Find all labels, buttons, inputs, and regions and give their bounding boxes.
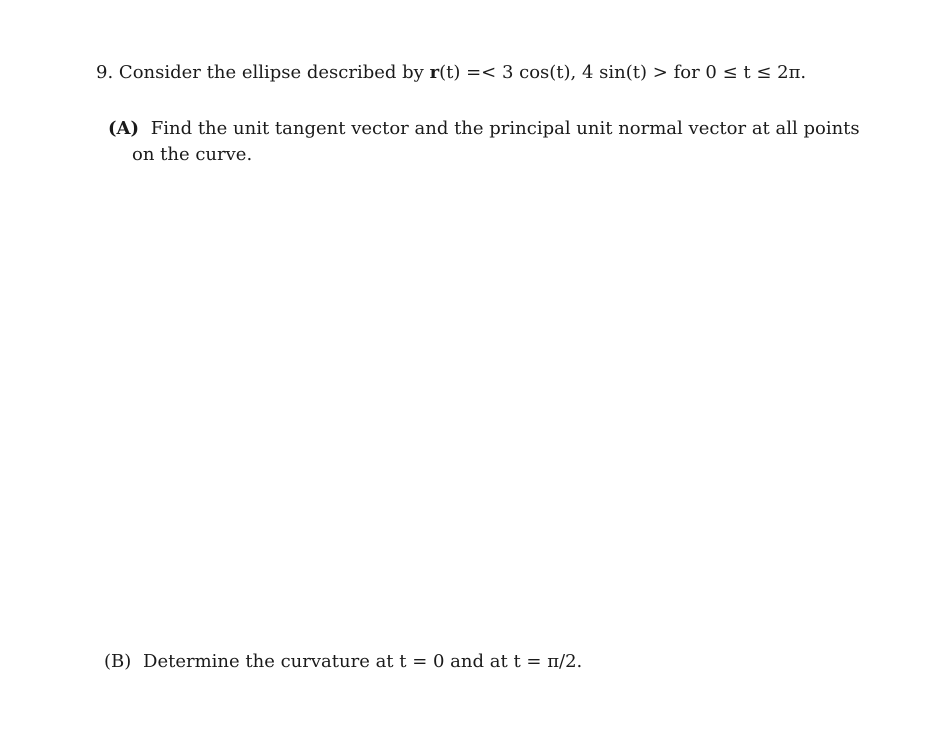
part-a-text-line1: Find the unit tangent vector and the principal unit normal vector at all points bbox=[150, 118, 860, 139]
part-a bbox=[108, 116, 920, 168]
problem-number: 9. bbox=[96, 62, 114, 83]
part-a-label: (A) bbox=[108, 118, 139, 139]
problem-intro: Consider the ellipse described by bbox=[118, 62, 424, 83]
problem-statement bbox=[96, 60, 926, 86]
problem-equation: (t) =< 3 cos(t), 4 sin(t) > for 0 ≤ t ≤ 2π. bbox=[439, 62, 807, 83]
part-b-text: Determine the curvature at t = 0 and at t = π/2. bbox=[143, 651, 583, 672]
answer-space-a bbox=[96, 180, 926, 630]
answer-space-b bbox=[96, 685, 926, 745]
part-a-text-line2: on the curve. bbox=[132, 144, 253, 165]
part-b-label: (B) bbox=[104, 651, 132, 672]
part-b bbox=[104, 649, 916, 675]
vector-r: r bbox=[429, 62, 440, 83]
